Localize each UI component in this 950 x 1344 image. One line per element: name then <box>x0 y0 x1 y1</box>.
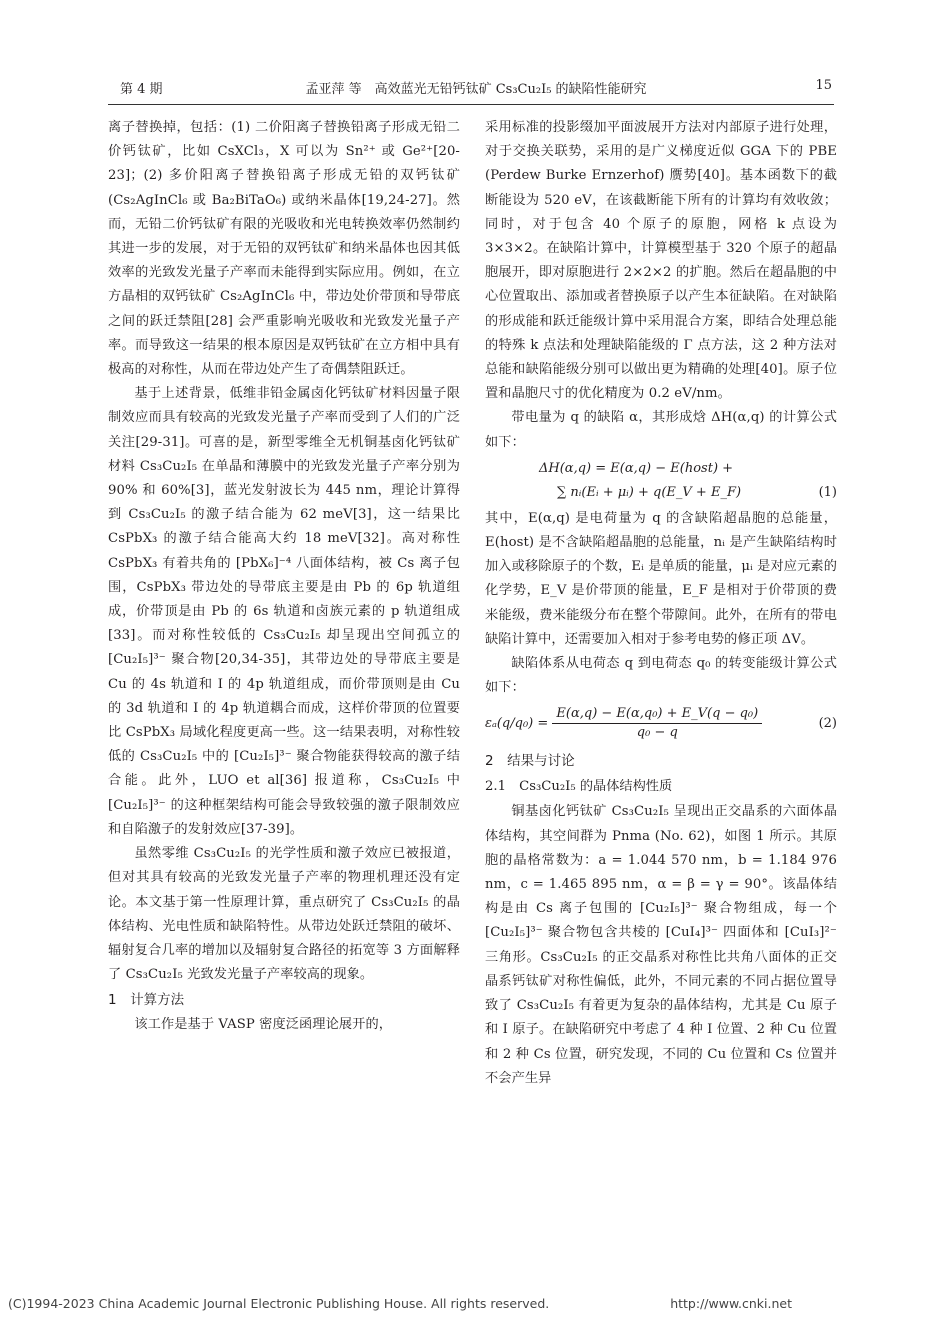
section-1-title: 1 计算方法 <box>108 992 185 1009</box>
header-rule <box>108 104 834 105</box>
intro-paragraph-3: 虽然零维 Cs₃Cu₂I₅ 的光学性质和激子效应已被报道，但对其具有较高的光致发光量子产率的物理机理还没有定论。本文基于第一性原理计算，重点研究了 Cs₃Cu₂I₅ 的晶体结构、光电性质和缺陷特性。从带边处跃迁禁阻的破坏、辐射复合几率的增加以及辐射复合路径的拓宽等 3 方面解释了 Cs₃Cu₂I₅ 光致发光量子产率较高的现象。 <box>108 846 460 983</box>
equation-1 <box>485 457 837 505</box>
methods-paragraph-continued: 采用标准的投影缀加平面波展开方法对内部原子进行处理，对于交换关联势，采用的是广义梯度近似 GGA 下的 PBE (Perdew Burke Ernzerhof) 赝势[40]。基本函数下的截断能设为 520 eV，在该截断能下所有的计算均有效收敛；同时，对于包含 40 个原子的原胞，网格 k 点设为 3×3×2。在缺陷计算中，计算模型基于 320 个原子的超晶胞展开，即对原胞进行 2×2×2 的扩胞。然后在超晶胞的中心位置取出、添加或者替换原子以产生本征缺陷。在对缺陷的形成能和跃迁能级计算中采用混合方案，即结合处理总能的特殊 k 点法和处理缺陷能级的 Γ 点方法，这 2 种方法对总能和缺陷能级分别可以做出更为精确的处理[40]。原子位置和晶胞尺寸的优化精度为 0.2 eV/nm。 <box>485 120 837 402</box>
equation-2-numerator: E(α,q) − E(α,q₀) + E_V(q − q₀) <box>552 705 762 724</box>
equation-2 <box>485 704 837 744</box>
equation-2-lhs: εₐ(q/q₀) = <box>485 716 549 732</box>
equation-2-denominator: q₀ − q <box>636 725 678 741</box>
crystal-structure-paragraph: 铜基卤化钙钛矿 Cs₃Cu₂I₅ 呈现出正交晶系的六面体晶体结构，其空间群为 Pnma (No. 62)，如图 1 所示。其原胞的晶格常数为：a = 1.044 570 nm，b = 1.184 976 nm，c = 1.465 895 nm，α = β = γ = 90°。该晶体结构是由 Cs 离子包围的 [Cu₂I₅]³⁻ 聚合物组成，每一个 [Cu₂I₅]³⁻ 聚合物包含共棱的 [CuI₄]³⁻ 四面体和 [CuI₃]²⁻ 三角形。Cs₃Cu₂I₅ 的正交晶系对称性比共角八面体的正交晶系钙钛矿对称性偏低，此外，不同元素的不同占据位置导致了 Cs₃Cu₂I₅ 有着更为复杂的晶体结构，尤其是 Cu 原子和 I 原子。在缺陷研究中考虑了 4 种 I 位置、2 种 Cu 位置和 2 种 Cs 位置，研究发现，不同的 Cu 位置和 Cs 位置并不会产生异 <box>485 804 837 1086</box>
page-number: 15 <box>815 78 832 93</box>
running-header <box>120 78 832 100</box>
section-2-title: 2 结果与讨论 <box>485 753 575 770</box>
equation-1-explanation: 其中，E(α,q) 是电荷量为 q 的含缺陷超晶胞的总能量，E(host) 是不含缺陷超晶胞的总能量，nᵢ 是产生缺陷结构时加入或移除原子的个数，Eᵢ 是单质的能量，μᵢ 是对应元素的化学势，E_V 是价带顶的能量，E_F 是相对于价带顶的费米能级，费米能级分布在整个带隙间。此外，在所有的带电缺陷计算中，还需要加入相对于参考电势的修正项 ΔV。 <box>485 510 837 647</box>
equation-1-line-2-row <box>485 481 837 505</box>
intro-paragraph-2: 基于上述背景，低维非铅金属卤化钙钛矿材料因量子限制效应而具有较高的光致发光量子产率而受到了人们的广泛关注[29-31]。可喜的是，新型零维全无机铜基卤化钙钛矿材料 Cs₃Cu₂I₅ 在单晶和薄膜中的光致发光量子产率分别为 90% 和 60%[3]，蓝光发射波长为 445 nm，理论计算得到 Cs₃Cu₂I₅ 的激子结合能为 62 meV[3]，这一结果比 CsPbX₃ 的激子结合能高大约 18 meV[32]。高对称性 CsPbX₃ 有着共角的 [PbX₆]⁻⁴ 八面体结构，被 Cs 离子包围，CsPbX₃ 带边处的导带底主要是由 Pb 的 6p 轨道组成，价带顶是由 Pb 的 6s 轨道和卤族元素的 p 轨道组成[33]。而对称性较低的 Cs₃Cu₂I₅ 却呈现出空间孤立的 [Cu₂I₅]³⁻ 聚合物[20,34-35]，其带边处的导带底主要是 Cu 的 4s 轨道和 I 的 4p 轨道组成，而价带顶则是由 Cu 的 3d 轨道和 I 的 4p 轨道耦合而成，这样价带顶的位置要比 CsPbX₃ 局域化程度更高一些。这一结果表明，对称性较低的 Cs₃Cu₂I₅ 中的 [Cu₂I₅]³⁻ 聚合物能获得较高的激子结合能。此外，LUO et al[36] 报道称，Cs₃Cu₂I₅ 中 [Cu₂I₅]³⁻ 的这种框架结构可能会导致较强的激子限制效应和自陷激子的发射效应[37-39]。 <box>108 386 460 837</box>
cnki-url: http://www.cnki.net <box>670 1296 792 1311</box>
equation-1-line-2: ∑ nᵢ(Eᵢ + μᵢ) + q(E_V + E_F) <box>557 484 742 500</box>
issue-label: 第 4 期 <box>120 82 163 97</box>
copyright-notice: (C)1994-2023 China Academic Journal Electronic Publishing House. All rights reserved. <box>8 1296 550 1311</box>
left-column <box>108 116 460 1038</box>
equation-1-line-1: ΔH(α,q) = E(α,q) − E(host) + <box>539 460 734 476</box>
section-2-1-title: 2.1 Cs₃Cu₂I₅ 的晶体结构性质 <box>485 779 673 795</box>
equation-2-fraction <box>552 705 762 742</box>
intro-paragraph-1: 离子替换掉，包括：(1) 二价阳离子替换铅离子形成无铅二价钙钛矿，比如 CsXCl₃，X 可以为 Sn²⁺ 或 Ge²⁺[20-23]；(2) 多价阳离子替换铅离子形成无铅的双钙钛矿 (Cs₂AgInCl₆ 或 Ba₂BiTaO₆) 或纳米晶体[19,24-27]。然而，无铅二价钙钛矿有限的光吸收和光电转换效率仍然制约其进一步的发展，对于无铅的双钙钛矿和纳米晶体也因其低效率的光致发光量子产率而未能得到实际应用。例如，在立方晶相的双钙钛矿 Cs₂AgInCl₆ 中，带边处价带顶和导带底之间的跃迁禁阻[28] 会严重影响光吸收和光致发光量子产率。而导致这一结果的根本原因是双钙钛矿在立方相中具有极高的对称性，从而在带边处产生了奇偶禁阻跃迁。 <box>108 120 460 378</box>
equation-2-number: (2) <box>818 716 837 732</box>
methods-paragraph-start: 该工作是基于 VASP 密度泛函理论展开的， <box>134 1017 393 1033</box>
transition-level-intro: 缺陷体系从电荷态 q 到电荷态 q₀ 的转变能级计算公式如下： <box>485 656 837 696</box>
formation-enthalpy-intro: 带电量为 q 的缺陷 α，其形成焓 ΔH(α,q) 的计算公式如下： <box>485 410 837 450</box>
equation-1-number: (1) <box>818 484 837 500</box>
running-title: 孟亚萍 等 高效蓝光无铅钙钛矿 Cs₃Cu₂I₅ 的缺陷性能研究 <box>305 82 647 97</box>
right-column <box>485 116 837 1091</box>
